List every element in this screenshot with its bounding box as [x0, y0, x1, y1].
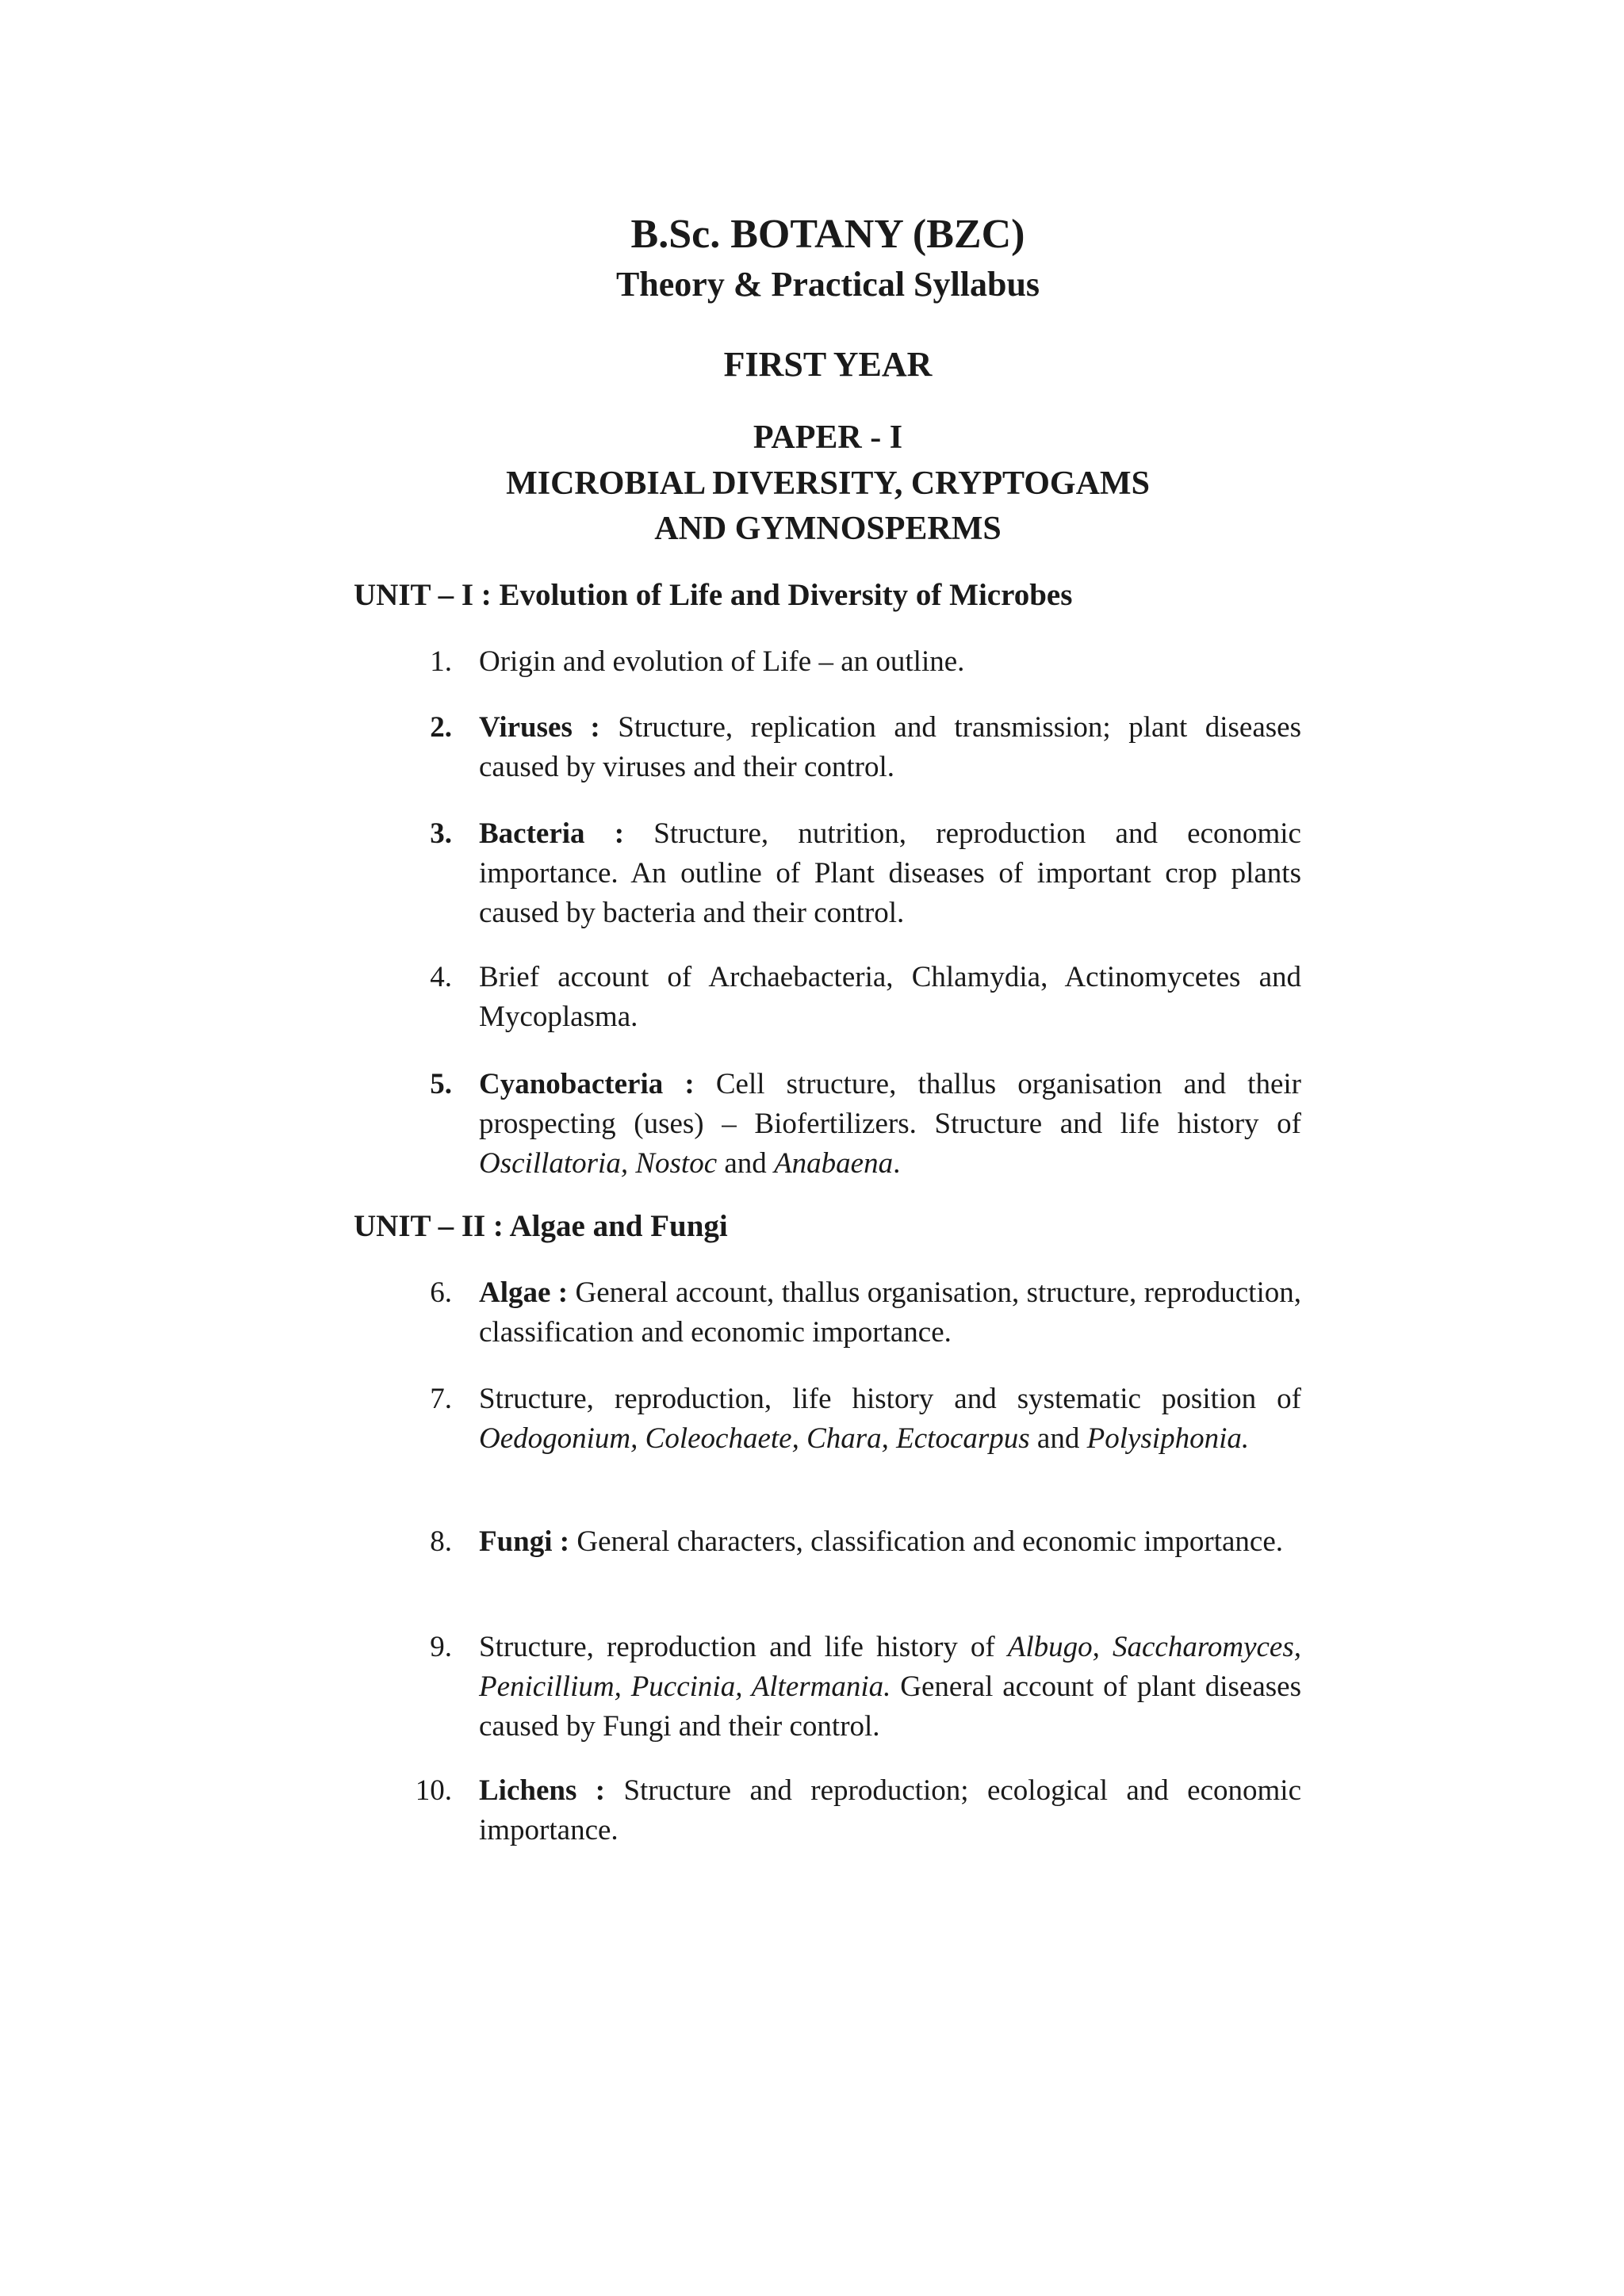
item-italic: Anabaena	[774, 1147, 894, 1180]
item-number: 9.	[430, 1631, 452, 1663]
item-label: Cyanobacteria :	[479, 1068, 695, 1100]
item-number: 2.	[430, 711, 452, 744]
item-text	[479, 1273, 1301, 1353]
item-text	[479, 1628, 1301, 1747]
item-italic: Oscillatoria, Nostoc	[479, 1147, 718, 1180]
item-text: Origin and evolution of Life – an outline.	[479, 645, 965, 678]
year-heading: FIRST YEAR	[723, 345, 933, 384]
item-italic: Polysiphonia.	[1086, 1422, 1250, 1455]
item-number: 5.	[430, 1068, 452, 1100]
item-number: 4.	[430, 961, 452, 993]
item-italic: Albugo, Saccharomyces, Penicillium, Puccinia, Altermania.	[479, 1631, 1302, 1703]
item-body: Structure, reproduction and life history of	[479, 1631, 1008, 1663]
unit-1-heading: UNIT – I : Evolution of Life and Diversity of Microbes	[354, 578, 1073, 612]
item-label: Fungi :	[479, 1525, 570, 1558]
item-text	[479, 814, 1301, 933]
paper-title-line-2: AND GYMNOSPERMS	[654, 511, 1002, 547]
item-body: Cell structure, thallus organisation and their prospecting (uses) – Biofertilizers. Structure and life history of	[479, 1068, 1301, 1140]
item-body: and	[717, 1147, 775, 1180]
item-italic: Oedogonium, Coleochaete, Chara, Ectocarpus	[479, 1422, 1030, 1455]
item-body: General characters, classification and economic importance.	[569, 1525, 1284, 1558]
item-number: 10.	[415, 1774, 452, 1807]
item-body: Structure, replication and transmission; plant diseases caused by viruses and their control.	[479, 711, 1302, 783]
document-subtitle: Theory & Practical Syllabus	[615, 265, 1040, 304]
paper-title-line-1: MICROBIAL DIVERSITY, CRYPTOGAMS	[506, 465, 1150, 502]
item-number: 7.	[430, 1383, 452, 1415]
item-body: and	[1029, 1422, 1087, 1455]
item-number: 1.	[430, 645, 452, 678]
document-title: B.Sc. BOTANY (BZC)	[630, 212, 1025, 257]
item-label: Viruses :	[479, 711, 600, 744]
item-label: Bacteria :	[479, 817, 625, 850]
item-text	[479, 708, 1301, 787]
unit-2-heading: UNIT – II : Algae and Fungi	[354, 1209, 728, 1243]
paper-number: PAPER - I	[753, 419, 903, 456]
item-text	[479, 1522, 1301, 1562]
item-label: Lichens :	[479, 1774, 606, 1807]
item-label: Algae :	[479, 1276, 569, 1309]
item-body: .	[893, 1147, 901, 1180]
item-body: Structure, nutrition, reproduction and economic importance. An outline of Plant diseases of important crop plants caused by bacteria and their control.	[479, 817, 1301, 929]
item-text	[479, 1380, 1301, 1459]
item-body: General account of plant diseases caused by Fungi and their control.	[479, 1670, 1301, 1743]
item-body: Structure, reproduction, life history and systematic position of	[479, 1383, 1301, 1415]
item-number: 3.	[430, 817, 452, 850]
item-body: Structure and reproduction; ecological and economic importance.	[479, 1774, 1301, 1846]
item-number: 6.	[430, 1276, 452, 1309]
item-body: General account, thallus organisation, structure, reproduction, classification and economic importance.	[479, 1276, 1301, 1349]
item-number: 8.	[430, 1525, 452, 1558]
item-text: Brief account of Archaebacteria, Chlamydia, Actinomycetes and Mycoplasma.	[479, 961, 1301, 1033]
paper-title	[0, 461, 1624, 552]
item-text	[479, 1771, 1301, 1850]
item-text	[479, 1065, 1301, 1184]
